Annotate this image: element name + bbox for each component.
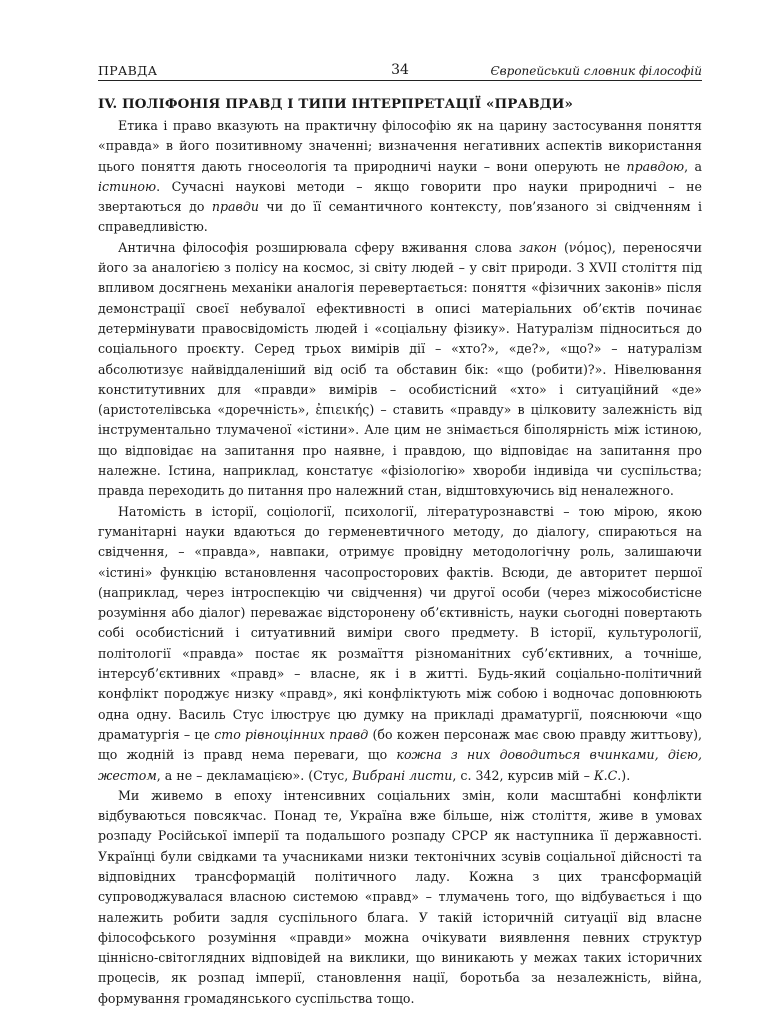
text-run: Натомість в історії, соціології, психології, літературознавстві – тою мірою, якою гуманітарні науки вдаються до герменевтичного методу, до діалогу, спираються на свідчення, – «правда», навпаки, отримує провідну методологічну роль, залишаючи «істині» функцію встановлення часопросторових фактів. Всюди, де авторитет першої (наприклад, через інтроспекцію чи свідчення) чи другої особи (через міжособистісне розуміння або діалог) переважає відсторонену об’єктивність, науки сьогодні повертають собі особистісний і ситуативний виміри свого предмету. В історії, культурології, політології «правда» постає як розмаїття різноманітних суб’єктивних, а точніше, інтерсуб’єктивних «правд» – власне, як і в житті. Будь-який соціально-політичний конфлікт породжує низку «правд», які конфліктують між собою і водночас доповнюють одна одну. Василь Стус ілюструє цю думку на прикладі драматургії, пояснюючи «що драматургія – це: [98, 503, 702, 742]
paragraph-4: [98, 786, 702, 1009]
text-run: Етика і право вказують на практичну філософію як на царину застосування поняття «правда» в його позитивному значенні; визначення негативних аспектів використання цього поняття дають гносеологія та природничі науки – вони оперують не: [98, 118, 702, 174]
italic-text-run: закон: [519, 239, 557, 255]
italic-text-run: Вибрані листи: [352, 767, 453, 783]
section-title: IV. ПОЛІФОНІЯ ПРАВД І ТИПИ ІНТЕРПРЕТАЦІЇ «ПРАВДИ»: [98, 96, 574, 112]
text-run: , а: [684, 158, 703, 174]
paragraph-1: [98, 116, 702, 238]
italic-text-run: правдою: [626, 158, 685, 174]
italic-text-run: правди: [211, 199, 259, 215]
text-run: . Сучасні наукові методи – якщо говорити про науки природничі – не звертаються до: [98, 178, 702, 215]
header-title: ПРАВДА: [98, 63, 158, 78]
text-run: (бо кожен персонаж має свою правду життьову), що жодній із правд нема переваги, що: [98, 726, 702, 763]
paragraph-3: [98, 502, 702, 786]
main-content: [98, 94, 702, 1009]
text-run: Ми живемо в епоху інтенсивних соціальних змін, коли масштабні конфлікти відбуваються повсякчас. Понад те, Україна вже більше, ніж століття, живе в умовах розпаду Російської імперії та подальшого розпаду СРСР як наступника її державності. Українці були свідками та учасниками низки тектонічних зсувів соціальної дійсності та відповідних трансформацій політичного ладу. Кожна з цих трансформацій супроводжувалася власною системою «правд» – тлумачень того, що відбувається і що належить робити задля суспільного блага. У такій історичній ситуації від власне філософського розуміння «правди» можна очікувати виявлення певних структур ціннісно-світоглядних відповідей на виклики, що виникають у межах таких історичних процесів, як розпад імперії, становлення нації, боротьба за незалежність, війна, формування громадянського суспільства тощо.: [98, 787, 702, 1006]
italic-text-run: К.С.: [593, 767, 622, 783]
text-run: чи до її семантичного контексту, пов’язаного зі свідченням і справедливістю.: [98, 199, 703, 235]
text-run: , а не – декламацією». (Стус,: [156, 767, 353, 783]
text-run: (νόμος), переносячи його за аналогією з полісу на космос, зі світу людей – у світ природи. З XVII століття під впливом досягнень механіки аналогія перевертається: поняття «фізичних законів» після демонстрації своєї небувалої ефективності в описі матеріальних об’єктів починає детермінувати правосвідомість людей і «соціальну фізику». Натуралізм підноситься до соціального проєкту. Серед трьох вимірів дії – «хто?», «де?», «що?» – натуралізм абсолютизує найвіддаленіший від осіб та обставин бік: «що (робити)?». Нівелювання конститутивних для «правди» вимірів – особистісний «хто» і ситуаційний «де» (аристотелівська «доречність», ἐπιεικής) – ставить «правду» в цілковиту залежність від інструментально тлумаченої «істини». Але цим не знімається біполярність між істиною, що відповідає на запитання про наявне, і правдою, що відповідає на запитання про належне. Істина, наприклад, констатує «фізіологію» хвороби індивіда чи суспільства; правда переходить до питання про належний стан, відштовхуючись від неналежного.: [98, 239, 702, 499]
italic-text-run: кожна з них доводиться вчинками, дією, жестом: [98, 747, 703, 783]
italic-text-run: істиною: [98, 178, 157, 194]
text-run: Антична філософія розширювала сферу вживання слова: [118, 239, 520, 255]
paragraph-2: [98, 238, 702, 502]
header-book-title: Європейський словник філософій: [490, 64, 702, 78]
text-run: , с. 342, курсив мій –: [452, 767, 594, 783]
italic-text-run: сто рівноцінних правд: [214, 726, 369, 742]
running-header: [98, 62, 702, 81]
text-run: ).: [621, 767, 631, 783]
page-number: 34: [391, 62, 409, 78]
